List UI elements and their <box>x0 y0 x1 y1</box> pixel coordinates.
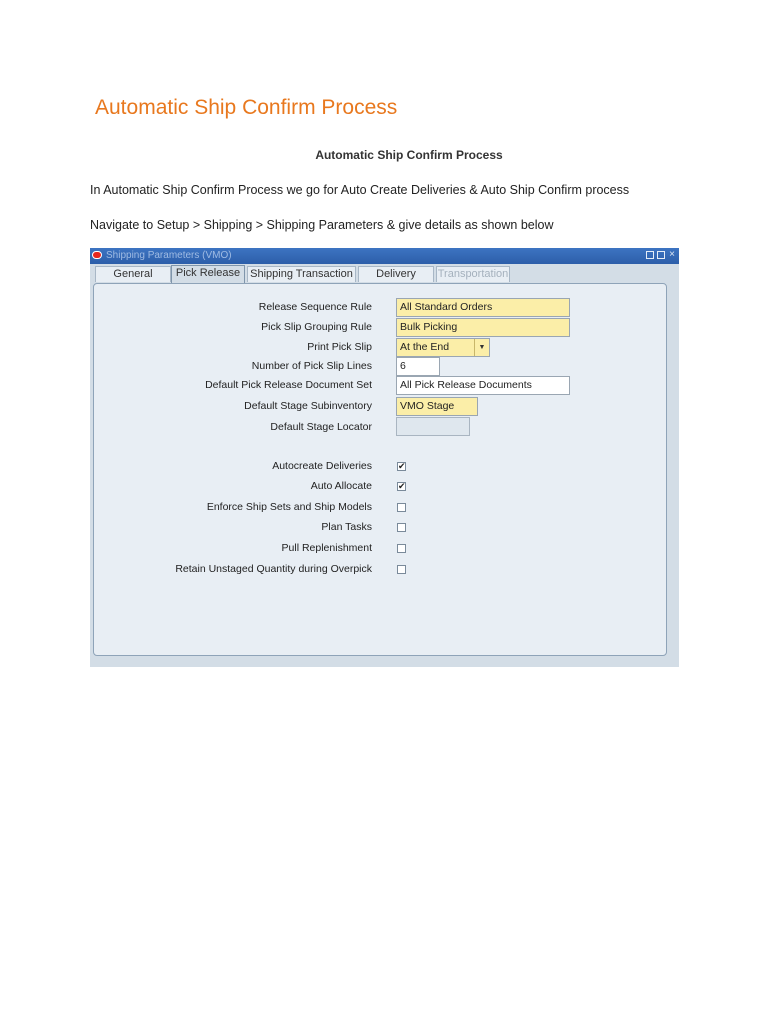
maximize-icon[interactable] <box>657 251 665 259</box>
number-of-pick-slip-lines-label: Number of Pick Slip Lines <box>251 360 372 372</box>
pick-slip-grouping-rule-field[interactable]: Bulk Picking <box>396 318 570 337</box>
retain-unstaged-quantity-checkbox[interactable] <box>397 565 406 574</box>
plan-tasks-label: Plan Tasks <box>321 521 372 533</box>
release-sequence-rule-label: Release Sequence Rule <box>258 301 372 313</box>
intro-paragraph: In Automatic Ship Confirm Process we go for Auto Create Deliveries & Auto Ship Confirm process <box>90 183 630 197</box>
default-stage-locator-field[interactable] <box>396 417 470 436</box>
shipping-parameters-window <box>90 248 679 667</box>
tab-strip <box>90 265 679 283</box>
default-stage-subinventory-field[interactable]: VMO Stage <box>396 397 478 416</box>
oracle-logo-icon <box>92 251 102 259</box>
plan-tasks-checkbox[interactable] <box>397 523 406 532</box>
close-icon[interactable]: × <box>669 249 675 260</box>
tab-transportation: Transportation <box>437 268 509 280</box>
release-sequence-rule-field[interactable]: All Standard Orders <box>396 298 570 317</box>
number-of-pick-slip-lines-field[interactable]: 6 <box>396 357 440 376</box>
minimize-icon[interactable]: _ <box>647 250 653 259</box>
auto-allocate-checkbox[interactable]: ✔ <box>398 481 406 491</box>
pick-slip-grouping-rule-label: Pick Slip Grouping Rule <box>261 321 372 333</box>
document-subheading: Automatic Ship Confirm Process <box>315 148 503 162</box>
auto-allocate-label: Auto Allocate <box>310 480 372 492</box>
default-pick-release-document-set-label: Default Pick Release Document Set <box>205 379 372 391</box>
pick-release-panel <box>93 283 667 656</box>
autocreate-deliveries-label: Autocreate Deliveries <box>272 460 372 472</box>
navigation-paragraph: Navigate to Setup > Shipping > Shipping Parameters & give details as shown below <box>90 218 554 232</box>
print-pick-slip-select[interactable] <box>396 338 490 357</box>
tab-general[interactable]: General <box>95 266 171 282</box>
chevron-down-icon[interactable]: ▼ <box>474 339 489 356</box>
window-title-bar[interactable] <box>90 248 679 264</box>
tab-shipping-transaction[interactable]: Shipping Transaction <box>247 266 356 282</box>
retain-unstaged-quantity-label: Retain Unstaged Quantity during Overpick <box>175 563 372 575</box>
enforce-ship-sets-checkbox[interactable] <box>397 503 406 512</box>
default-stage-locator-label: Default Stage Locator <box>270 421 372 433</box>
tab-delivery[interactable]: Delivery <box>358 266 434 282</box>
default-stage-subinventory-label: Default Stage Subinventory <box>244 400 372 412</box>
tab-pick-release[interactable]: Pick Release <box>171 265 245 283</box>
autocreate-deliveries-checkbox[interactable]: ✔ <box>398 461 406 471</box>
default-pick-release-document-set-field[interactable]: All Pick Release Documents <box>396 376 570 395</box>
print-pick-slip-value: At the End <box>400 341 450 353</box>
document-heading: Automatic Ship Confirm Process <box>95 96 398 119</box>
print-pick-slip-label: Print Pick Slip <box>307 341 372 353</box>
enforce-ship-sets-label: Enforce Ship Sets and Ship Models <box>206 501 372 513</box>
pull-replenishment-label: Pull Replenishment <box>281 542 372 554</box>
pull-replenishment-checkbox[interactable] <box>397 544 406 553</box>
window-title: Shipping Parameters (VMO) <box>106 250 232 261</box>
